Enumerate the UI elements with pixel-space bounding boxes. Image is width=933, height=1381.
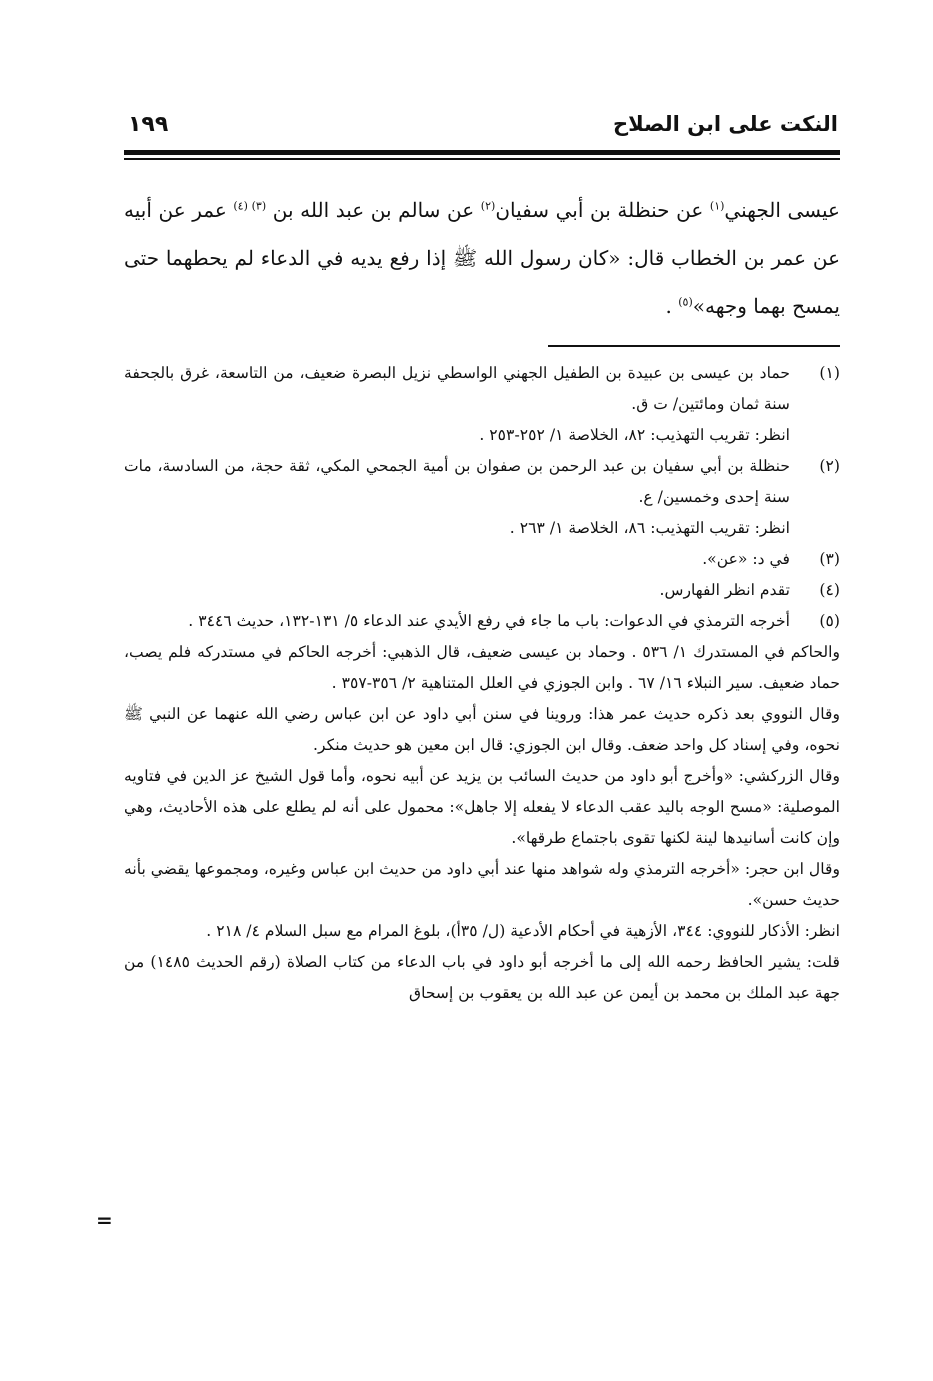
footnote-line: أخرجه الترمذي في الدعوات: باب ما جاء في رفع الأيدي عند الدعاء ٥/ ١٣١-١٣٢، حديث ٣٤٤٦ . <box>188 612 790 630</box>
main-text-segment: عن سالم بن عبد الله بن <box>266 198 481 222</box>
footnote-2 <box>124 451 840 544</box>
footnote-line: تقدم انظر الفهارس. <box>659 581 790 599</box>
footnote-line: حماد بن عيسى بن عبيدة بن الطفيل الجهني الواسطي نزيل البصرة ضعيف، من التاسعة، غرق بالجحفة سنة ثمان ومائتين/ ت ق. <box>124 364 790 413</box>
main-text-segment: عن حنظلة بن أبي سفيان <box>495 198 710 222</box>
footnote-line: انظر: تقريب التهذيب: ٨٦، الخلاصة ١/ ٢٦٣ . <box>509 519 790 537</box>
main-text-segment: . <box>665 294 679 318</box>
footnote-number: (٣) <box>819 550 840 568</box>
footnote-separator <box>548 345 840 347</box>
main-text-segment: عمر عن أبيه عن عمر بن الخطاب قال: «كان رسول الله ﷺ إذا رفع يديه في الدعاء لم يحطهما حتى يمسح بهما وجهه» <box>124 198 840 318</box>
footnote-paragraph: انظر: الأذكار للنووي: ٣٤٤، الأزهية في أحكام الأدعية (ل/ ٣٥أ)، بلوغ المرام مع سبل السلام ٤/ ٢١٨ . <box>206 922 840 940</box>
footnote-paragraph: وقال الزركشي: «وأخرج أبو داود من حديث السائب بن يزيد عن أبيه نحوه، وأما قول الشيخ عز الدين في فتاويه الموصلية: «مسح الوجه باليد عقب الدعاء لا يفعله إلا جاهل»: محمول على أنه لم يطلع على هذه الأحاديث، وهي وإن كانت أسانيدها لينة لكنها تقوى باجتماع طرقها». <box>124 767 840 847</box>
running-title: النكت على ابن الصلاح <box>612 112 838 136</box>
footnote-3 <box>124 544 840 575</box>
footnote-line: في د: «عن». <box>702 550 790 568</box>
footnote-paragraph: وقال النووي بعد ذكره حديث عمر هذا: وروينا في سنن أبي داود عن ابن عباس رضي الله عنهما عن النبي ﷺ نحوه، وفي إسناد كل واحد ضعف. وقال ابن الجوزي: قال ابن معين هو حديث منكر. <box>124 705 840 754</box>
footnote-line: انظر: تقريب التهذيب: ٨٢، الخلاصة ١/ ٢٥٢-٢٥٣ . <box>479 426 790 444</box>
page-header <box>128 112 838 152</box>
footnote-ref: (٣) (٤) <box>233 199 267 213</box>
footnote-5 <box>124 606 840 637</box>
footnote-4 <box>124 575 840 606</box>
footnote-ref: (٥) <box>678 295 693 309</box>
footnote-number: (١) <box>819 364 840 382</box>
footnote-1 <box>124 358 840 451</box>
footnote-ref: (١) <box>709 199 725 213</box>
footnote-ref: (٢) <box>480 199 496 213</box>
main-text-segment: عيسى الجهني <box>724 198 840 222</box>
footnote-number: (٤) <box>819 581 840 599</box>
footnote-number: (٢) <box>819 457 840 475</box>
footnote-paragraph: قلت: يشير الحافظ رحمه الله إلى ما أخرجه أبو داود في باب الدعاء من كتاب الصلاة (رقم الحديث ١٤٨٥) من جهة عبد الملك بن محمد بن أيمن عن عبد الله بن يعقوب بن إسحاق <box>124 953 840 1002</box>
footnotes <box>124 358 840 1009</box>
footnote-number: (٥) <box>819 612 840 630</box>
footnote-paragraph: وقال ابن حجر: «أخرجه الترمذي وله شواهد منها عند أبي داود من حديث ابن عباس وغيره، ومجموعها يقضي بأنه حديث حسن». <box>124 860 840 909</box>
footnote-line: حنظلة بن أبي سفيان بن عبد الرحمن بن صفوان بن أمية الجمحي المكي، ثقة حجة، من السادسة، مات سنة إحدى وخمسين/ ع. <box>124 457 790 506</box>
header-rule-thin <box>124 158 840 160</box>
page-number: ١٩٩ <box>128 112 169 137</box>
footnote-paragraph: والحاكم في المستدرك ١/ ٥٣٦ . وحماد بن عيسى ضعيف، قال الذهبي: أخرجه الحاكم في مستدركه فلم يصب، حماد ضعيف. سير النبلاء ١٦/ ٦٧ . وابن الجوزي في العلل المتناهية ٢/ ٣٥٦-٣٥٧ . <box>124 643 841 692</box>
main-text <box>124 186 840 330</box>
continuation-mark: = <box>96 1208 113 1232</box>
header-rule-thick <box>124 150 840 155</box>
